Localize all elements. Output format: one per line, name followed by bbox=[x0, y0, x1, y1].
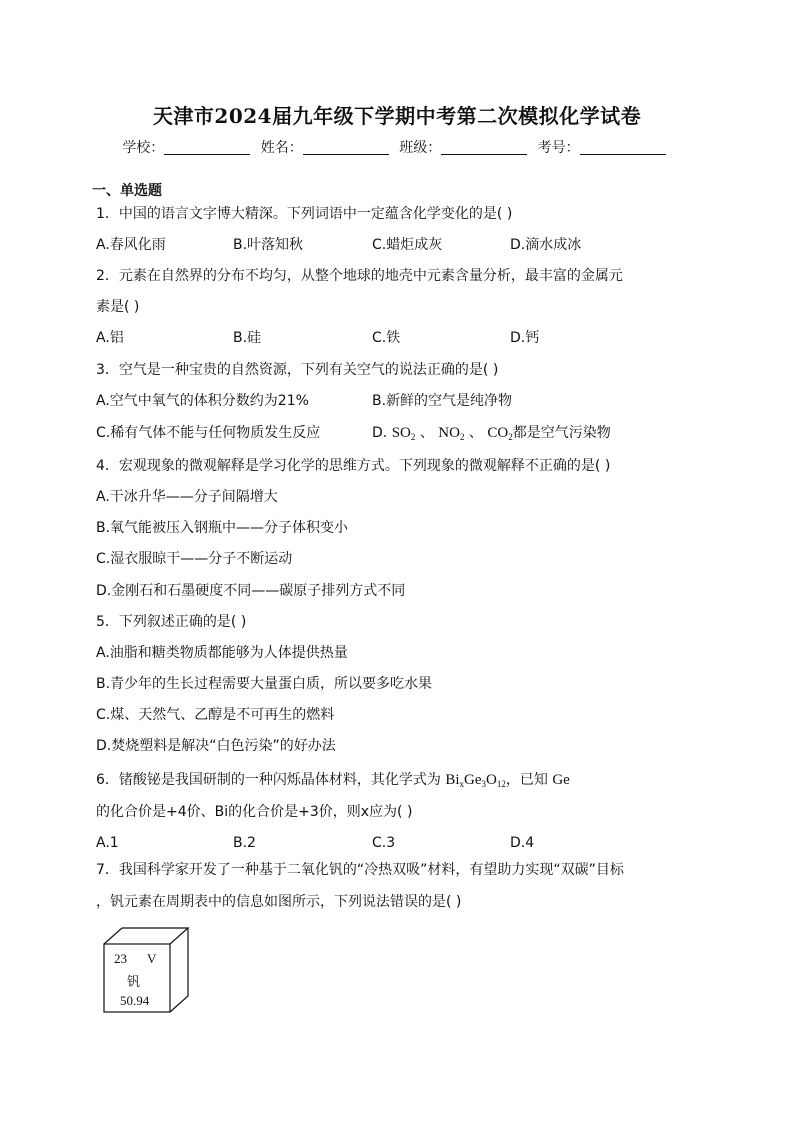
q4-option-c: C.湿衣服晾干——分子不断运动 bbox=[96, 551, 293, 567]
cube-top-face bbox=[104, 928, 188, 944]
q6-option-d: D.4 bbox=[510, 835, 535, 851]
q3-option-d bbox=[372, 423, 611, 447]
q1-option-c: C.蜡炬成灰 bbox=[372, 237, 443, 253]
q5-option-d: D.焚烧塑料是解决“白色污染”的好办法 bbox=[96, 738, 336, 754]
so-subscript: 2 bbox=[410, 432, 416, 442]
q2-option-c: C.铁 bbox=[372, 330, 401, 346]
q6-ge-symbol: Ge bbox=[552, 772, 570, 788]
o-subscript: 12 bbox=[496, 779, 506, 789]
q1-option-d: D.滴水成冰 bbox=[510, 237, 582, 253]
q3-stem: 3．空气是一种宝贵的自然资源，下列有关空气的说法正确的是( ) bbox=[96, 362, 499, 378]
q7-stem-line1: 7．我国科学家开发了一种基于二氧化钒的“冷热双吸”材料，有望助力实现“双碳”目标 bbox=[96, 862, 624, 878]
q3-d-prefix: D. bbox=[372, 425, 388, 441]
element-symbol: V bbox=[147, 951, 157, 966]
element-name: 钒 bbox=[127, 975, 141, 990]
q1-option-b: B.叶落知秋 bbox=[233, 237, 304, 253]
q6-option-a: A.1 bbox=[96, 835, 119, 851]
q2-stem-line1: 2．元素在自然界的分布不均匀，从整个地球的地壳中元素含量分析，最丰富的金属元 bbox=[96, 268, 623, 284]
student-info-line bbox=[0, 137, 794, 157]
q6-stem-text: 6．锗酸铋是我国研制的一种闪烁晶体材料，其化学式为 bbox=[96, 772, 441, 788]
q6-formula bbox=[445, 772, 506, 788]
q1-stem: 1．中国的语言文字博大精深。下列词语中一定蕴含化学变化的是( ) bbox=[96, 206, 513, 222]
q6-option-b: B.2 bbox=[233, 835, 256, 851]
exam-title: 天津市2024届九年级下学期中考第二次模拟化学试卷 bbox=[152, 104, 642, 128]
q6-option-c: C.3 bbox=[372, 835, 396, 851]
q7-stem-line2: ，钒元素在周期表中的信息如图所示，下列说法错误的是( ) bbox=[96, 894, 462, 910]
school-blank[interactable] bbox=[164, 140, 250, 155]
co-subscript: 2 bbox=[508, 432, 513, 442]
class-blank[interactable] bbox=[441, 140, 527, 155]
q6-stem-text-b: ，已知 bbox=[505, 772, 548, 788]
q5-option-a: A.油脂和糖类物质都能够为人体提供热量 bbox=[96, 645, 348, 661]
section-heading: 一、单选题 bbox=[92, 183, 162, 199]
q3-option-c: C.稀有气体不能与任何物质发生反应 bbox=[96, 425, 321, 441]
q3-option-a: A.空气中氧气的体积分数约为21% bbox=[96, 393, 309, 409]
bi-text: Bi bbox=[445, 772, 460, 788]
no-text: NO bbox=[438, 425, 460, 441]
q6-stem-line2: 的化合价是+4价、Bi的化合价是+3价，则x应为( ) bbox=[96, 804, 413, 820]
school-label: 学校： bbox=[122, 140, 165, 156]
number-label: 考号： bbox=[537, 140, 580, 156]
q6-stem-line1 bbox=[96, 770, 570, 794]
q5-stem: 5．下列叙述正确的是( ) bbox=[96, 614, 247, 630]
name-blank[interactable] bbox=[303, 140, 389, 155]
ge-text: Ge bbox=[464, 772, 482, 788]
q2-stem-line2: 素是( ) bbox=[96, 299, 140, 315]
q2-option-b: B.硅 bbox=[233, 330, 262, 346]
q1-option-a: A.春风化雨 bbox=[96, 237, 166, 253]
q4-stem: 4．宏观现象的微观解释是学习化学的思维方式。下列现象的微观解释不正确的是( ) bbox=[96, 458, 611, 474]
ge-subscript: 3 bbox=[481, 779, 487, 789]
so-text: SO bbox=[391, 425, 411, 441]
q4-option-a: A.干冰升华——分子间隔增大 bbox=[96, 489, 278, 505]
cube-side-face bbox=[170, 928, 188, 1012]
element-atomic-mass: 50.94 bbox=[120, 993, 150, 1008]
co-text: CO bbox=[487, 425, 509, 441]
name-label: 姓名： bbox=[260, 140, 303, 156]
q3-d-suffix: 都是空气污染物 bbox=[512, 425, 611, 441]
element-atomic-number: 23 bbox=[114, 951, 127, 966]
o-text: O bbox=[486, 772, 497, 788]
q3-d-sep2: 、 bbox=[468, 425, 483, 441]
q3-option-b: B.新鲜的空气是纯净物 bbox=[372, 393, 513, 409]
q3-d-so2 bbox=[392, 425, 416, 441]
number-blank[interactable] bbox=[580, 140, 666, 155]
class-label: 班级： bbox=[399, 140, 442, 156]
q2-option-d: D.钙 bbox=[510, 330, 540, 346]
bi-subscript: x bbox=[459, 779, 465, 789]
q4-option-d: D.金刚石和石墨硬度不同——碳原子排列方式不同 bbox=[96, 583, 406, 599]
q3-d-co2 bbox=[487, 425, 512, 441]
q5-option-c: C.煤、天然气、乙醇是不可再生的燃料 bbox=[96, 707, 335, 723]
q2-option-a: A.铝 bbox=[96, 330, 124, 346]
no-subscript: 2 bbox=[459, 432, 465, 442]
q5-option-b: B.青少年的生长过程需要大量蛋白质，所以要多吃水果 bbox=[96, 676, 433, 692]
q3-d-sep1: 、 bbox=[419, 425, 434, 441]
q4-option-b: B.氧气能被压入钢瓶中——分子体积变小 bbox=[96, 520, 349, 536]
q3-d-no2 bbox=[438, 425, 464, 441]
